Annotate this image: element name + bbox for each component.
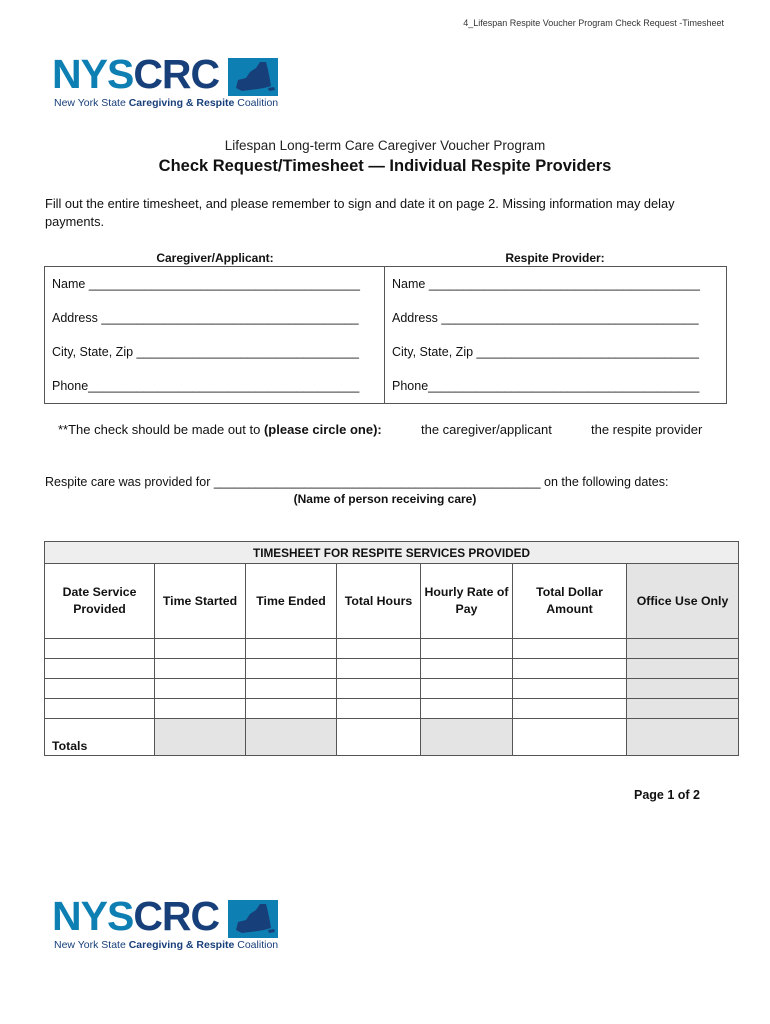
logo-tagline-part: Coalition bbox=[234, 97, 279, 109]
logo-wordmark bbox=[52, 894, 219, 938]
table-cell[interactable] bbox=[45, 659, 155, 679]
table-row bbox=[45, 699, 739, 719]
table-cell[interactable] bbox=[421, 679, 513, 699]
table-cell[interactable] bbox=[421, 639, 513, 659]
table-row bbox=[45, 679, 739, 699]
table-cell[interactable] bbox=[155, 639, 246, 659]
totals-cell-shaded bbox=[155, 719, 246, 756]
table-cell[interactable] bbox=[155, 699, 246, 719]
table-cell[interactable] bbox=[246, 659, 337, 679]
totals-label: Totals bbox=[45, 719, 155, 756]
nyscrc-logo-footer bbox=[52, 893, 282, 954]
nyscrc-logo bbox=[52, 51, 282, 112]
new-york-state-icon bbox=[228, 58, 278, 96]
table-cell[interactable] bbox=[155, 679, 246, 699]
table-cell[interactable] bbox=[421, 659, 513, 679]
caregiver-phone-field[interactable]: Phone_______________________________________ bbox=[52, 379, 360, 393]
totals-hours-cell[interactable] bbox=[337, 719, 421, 756]
totals-dollar-cell[interactable] bbox=[513, 719, 627, 756]
provider-phone-field[interactable]: Phone_______________________________________ bbox=[392, 379, 700, 393]
col-total-dollar: Total Dollar Amount bbox=[513, 564, 627, 639]
col-office-use: Office Use Only bbox=[627, 564, 739, 639]
col-time-ended: Time Ended bbox=[246, 564, 337, 639]
logo-tagline-part: Coalition bbox=[234, 939, 279, 951]
logo-tagline bbox=[54, 97, 278, 109]
logo-nys: NYS bbox=[52, 51, 134, 97]
check-payee-question bbox=[58, 422, 382, 437]
table-row bbox=[45, 639, 739, 659]
table-cell[interactable] bbox=[513, 659, 627, 679]
program-name: Lifespan Long-term Care Caregiver Voucher Program bbox=[224, 138, 546, 153]
col-date-service: Date Service Provided bbox=[45, 564, 155, 639]
logo-tagline-part: New York State bbox=[54, 939, 129, 951]
logo-tagline-bold: Caregiving & Respite bbox=[128, 97, 235, 109]
table-cell[interactable] bbox=[246, 679, 337, 699]
office-use-cell bbox=[627, 659, 739, 679]
payee-option-provider[interactable]: the respite provider bbox=[591, 422, 703, 437]
office-use-cell bbox=[627, 679, 739, 699]
payee-option-caregiver[interactable]: the caregiver/applicant bbox=[421, 422, 552, 437]
table-row bbox=[45, 659, 739, 679]
table-cell[interactable] bbox=[513, 679, 627, 699]
logo-crc: CRC bbox=[133, 51, 220, 97]
intro-text: Fill out the entire timesheet, and please remember to sign and date it on page 2. Missing information may delay payments. bbox=[45, 196, 675, 229]
table-cell[interactable] bbox=[337, 699, 421, 719]
caregiver-heading: Caregiver/Applicant: bbox=[156, 251, 274, 265]
contact-info-box bbox=[44, 266, 727, 404]
col-hourly-rate: Hourly Rate of Pay bbox=[421, 564, 513, 639]
table-cell[interactable] bbox=[155, 659, 246, 679]
totals-cell-shaded bbox=[246, 719, 337, 756]
provider-name-field[interactable]: Name _______________________________________ bbox=[392, 277, 700, 291]
logo-tagline bbox=[54, 939, 278, 951]
caregiver-city-field[interactable]: City, State, Zip ________________________________ bbox=[52, 345, 359, 359]
table-cell[interactable] bbox=[337, 639, 421, 659]
page-title: Check Request/Timesheet — Individual Respite Providers bbox=[158, 157, 612, 175]
logo-wordmark bbox=[52, 52, 219, 96]
table-cell[interactable] bbox=[45, 639, 155, 659]
provider-city-field[interactable]: City, State, Zip ________________________________ bbox=[392, 345, 699, 359]
totals-row bbox=[45, 719, 739, 756]
timesheet-table bbox=[44, 541, 739, 756]
care-recipient-caption: (Name of person receiving care) bbox=[293, 492, 477, 506]
office-use-cell bbox=[627, 639, 739, 659]
table-cell[interactable] bbox=[45, 699, 155, 719]
check-question-instruction: (please circle one): bbox=[263, 422, 382, 437]
col-time-started: Time Started bbox=[155, 564, 246, 639]
office-use-cell bbox=[627, 699, 739, 719]
caregiver-name-field[interactable]: Name _______________________________________ bbox=[52, 277, 360, 291]
column-divider bbox=[384, 267, 385, 403]
provider-address-field[interactable]: Address _____________________________________ bbox=[392, 311, 699, 325]
totals-cell-shaded bbox=[421, 719, 513, 756]
table-cell[interactable] bbox=[421, 699, 513, 719]
table-cell[interactable] bbox=[337, 659, 421, 679]
logo-nys: NYS bbox=[52, 893, 134, 939]
provider-heading: Respite Provider: bbox=[505, 251, 605, 265]
col-total-hours: Total Hours bbox=[337, 564, 421, 639]
table-cell[interactable] bbox=[513, 699, 627, 719]
table-cell[interactable] bbox=[45, 679, 155, 699]
logo-tagline-part: New York State bbox=[54, 97, 129, 109]
table-cell[interactable] bbox=[246, 699, 337, 719]
office-use-cell bbox=[627, 719, 739, 756]
timesheet-title: TIMESHEET FOR RESPITE SERVICES PROVIDED bbox=[45, 542, 739, 564]
care-recipient-line[interactable]: Respite care was provided for _______________________________________________ on the following dates: bbox=[45, 475, 669, 489]
check-question-text: **The check should be made out to bbox=[58, 422, 264, 437]
table-cell[interactable] bbox=[337, 679, 421, 699]
logo-tagline-bold: Caregiving & Respite bbox=[128, 939, 235, 951]
running-header: 4_Lifespan Respite Voucher Program Check Request -Timesheet bbox=[463, 18, 724, 28]
new-york-state-icon bbox=[228, 900, 278, 938]
logo-crc: CRC bbox=[133, 893, 220, 939]
table-cell[interactable] bbox=[513, 639, 627, 659]
caregiver-address-field[interactable]: Address _____________________________________ bbox=[52, 311, 359, 325]
table-cell[interactable] bbox=[246, 639, 337, 659]
page-number: Page 1 of 2 bbox=[634, 788, 700, 802]
